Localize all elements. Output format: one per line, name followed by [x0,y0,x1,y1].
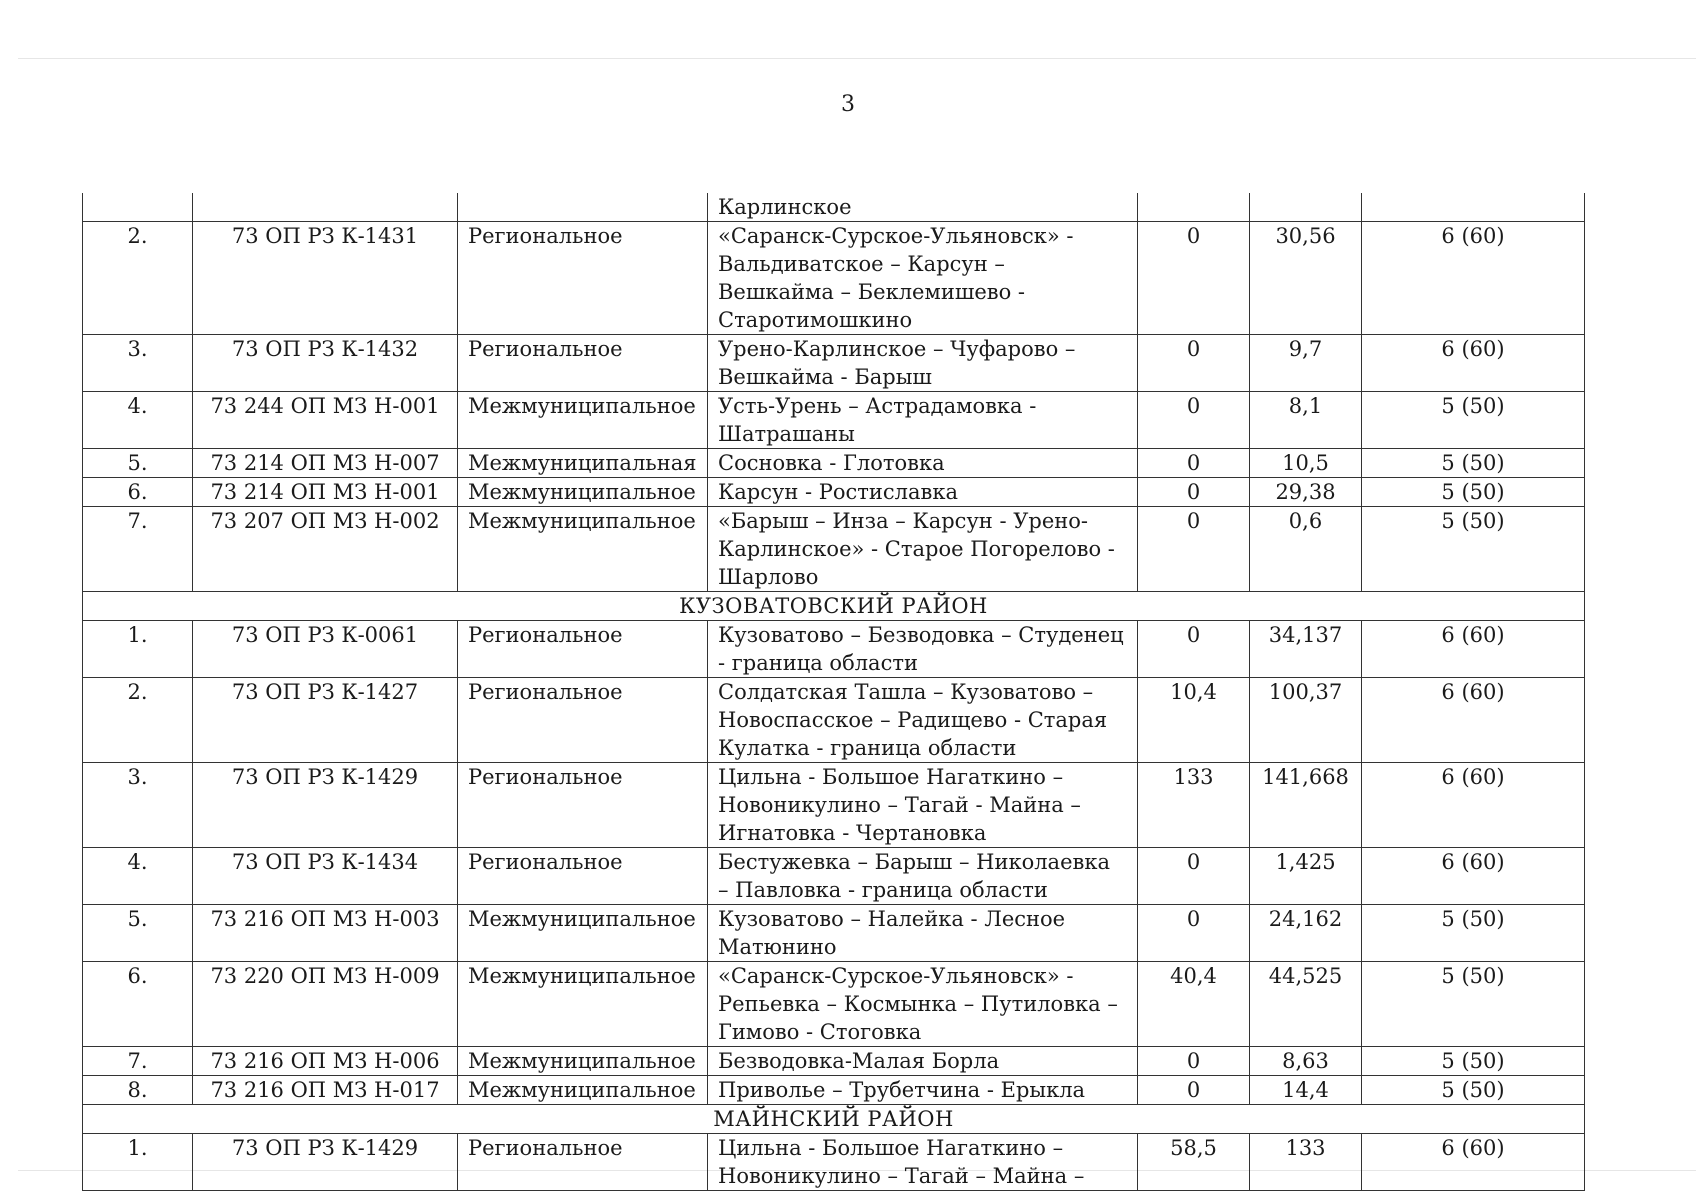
scan-edge-top [18,58,1696,59]
table-row [83,392,1585,449]
table-row [83,335,1585,392]
table-row [83,193,1585,222]
road-significance-cell: Межмуниципальное [458,1076,708,1105]
category-cell: 5 (50) [1362,507,1585,592]
road-name-cell: Кузоватово – Налейка - Лесное Матюнино [708,905,1138,962]
road-name-cell: Карсун - Ростиславка [708,478,1138,507]
road-name-cell: «Саранск-Сурское-Ульяновск» - Вальдиватское – Карсун – Вешкайма – Беклемишево - Старотимошкино [708,222,1138,335]
row-number: 3. [83,763,193,848]
table-row [83,1076,1585,1105]
row-number: 7. [83,1047,193,1076]
category-cell: 6 (60) [1362,1134,1585,1191]
road-name-cell: Бестужевка – Барыш – Николаевка – Павловка - граница области [708,848,1138,905]
category-cell: 5 (50) [1362,962,1585,1047]
road-id-cell: 73 ОП РЗ К-1429 [193,1134,458,1191]
table-body-kuzovatovsky [83,621,1585,1105]
km-start-cell: 0 [1138,621,1250,678]
table-row [83,222,1585,335]
road-name-cell: Кузоватово – Безводовка – Студенец - граница области [708,621,1138,678]
road-id-cell: 73 ОП РЗ К-1427 [193,678,458,763]
row-number: 4. [83,392,193,449]
road-name-cell: Сосновка - Глотовка [708,449,1138,478]
road-significance-cell: Региональное [458,1134,708,1191]
km-end-cell: 44,525 [1250,962,1362,1047]
km-start-cell: 10,4 [1138,678,1250,763]
road-name-cell: Цильна - Большое Нагаткино – Новоникулино – Тагай - Майна – Игнатовка - Чертановка [708,763,1138,848]
km-end-cell: 100,37 [1250,678,1362,763]
road-id-cell: 73 216 ОП МЗ Н-017 [193,1076,458,1105]
row-number [83,193,193,222]
road-name-cell: Приволье – Трубетчина - Ерыкла [708,1076,1138,1105]
section-heading: КУЗОВАТОВСКИЙ РАЙОН [83,592,1585,621]
row-number: 5. [83,449,193,478]
section-heading: МАЙНСКИЙ РАЙОН [83,1105,1585,1134]
table-body-mainsky [83,1134,1585,1191]
km-end-cell: 141,668 [1250,763,1362,848]
page-number: 3 [841,92,855,117]
road-id-cell: 73 216 ОП МЗ Н-003 [193,905,458,962]
category-cell: 5 (50) [1362,449,1585,478]
road-significance-cell: Межмуниципальное [458,507,708,592]
road-significance-cell: Межмуниципальное [458,478,708,507]
road-id-cell: 73 ОП РЗ К-1431 [193,222,458,335]
road-significance-cell: Региональное [458,763,708,848]
km-start-cell: 58,5 [1138,1134,1250,1191]
road-id-cell: 73 244 ОП МЗ Н-001 [193,392,458,449]
km-start-cell: 0 [1138,848,1250,905]
km-end-cell: 133 [1250,1134,1362,1191]
km-start-cell: 0 [1138,478,1250,507]
road-significance-cell [458,193,708,222]
road-significance-cell: Региональное [458,678,708,763]
road-significance-cell: Межмуниципальное [458,905,708,962]
section-mainsky [83,1105,1585,1134]
km-start-cell: 0 [1138,1047,1250,1076]
table-row [83,507,1585,592]
category-cell: 5 (50) [1362,1047,1585,1076]
section-kuzovatovsky [83,592,1585,621]
km-end-cell: 0,6 [1250,507,1362,592]
km-start-cell: 0 [1138,449,1250,478]
table-row [83,449,1585,478]
category-cell: 6 (60) [1362,621,1585,678]
table-body-continued [83,193,1585,592]
km-end-cell: 8,1 [1250,392,1362,449]
road-name-cell: Карлинское [708,193,1138,222]
km-end-cell: 8,63 [1250,1047,1362,1076]
row-number: 4. [83,848,193,905]
km-end-cell: 10,5 [1250,449,1362,478]
category-cell: 5 (50) [1362,392,1585,449]
category-cell: 6 (60) [1362,763,1585,848]
km-start-cell: 133 [1138,763,1250,848]
road-name-cell: «Барыш – Инза – Карсун - Урено-Карлинское» - Старое Погорелово - Шарлово [708,507,1138,592]
row-number: 2. [83,678,193,763]
km-start-cell: 0 [1138,905,1250,962]
table-row [83,848,1585,905]
table-row [83,1134,1585,1191]
category-cell: 5 (50) [1362,1076,1585,1105]
row-number: 2. [83,222,193,335]
road-significance-cell: Межмуниципальное [458,962,708,1047]
km-end-cell: 34,137 [1250,621,1362,678]
road-id-cell: 73 ОП РЗ К-0061 [193,621,458,678]
category-cell: 6 (60) [1362,222,1585,335]
row-number: 3. [83,335,193,392]
km-end-cell: 29,38 [1250,478,1362,507]
road-name-cell: Солдатская Ташла – Кузоватово – Новоспасское – Радищево - Старая Кулатка - граница области [708,678,1138,763]
table-row [83,1047,1585,1076]
table-row [83,478,1585,507]
km-end-cell: 14,4 [1250,1076,1362,1105]
row-number: 8. [83,1076,193,1105]
road-name-cell: Безводовка-Малая Борла [708,1047,1138,1076]
road-name-cell: «Саранск-Сурское-Ульяновск» - Репьевка – Космынка – Путиловка – Гимово - Стоговка [708,962,1138,1047]
row-number: 7. [83,507,193,592]
road-significance-cell: Межмуниципальное [458,1047,708,1076]
roads-table [82,193,1585,1191]
road-id-cell: 73 214 ОП МЗ Н-007 [193,449,458,478]
road-significance-cell: Региональное [458,621,708,678]
km-start-cell: 0 [1138,392,1250,449]
table-row [83,621,1585,678]
km-end-cell: 24,162 [1250,905,1362,962]
km-end-cell [1250,193,1362,222]
category-cell [1362,193,1585,222]
road-id-cell: 73 ОП РЗ К-1432 [193,335,458,392]
road-significance-cell: Региональное [458,335,708,392]
km-start-cell: 0 [1138,1076,1250,1105]
road-id-cell: 73 207 ОП МЗ Н-002 [193,507,458,592]
road-significance-cell: Межмуниципальное [458,392,708,449]
road-significance-cell: Межмуниципальная [458,449,708,478]
road-significance-cell: Региональное [458,848,708,905]
row-number: 1. [83,1134,193,1191]
row-number: 6. [83,478,193,507]
road-name-cell: Цильна - Большое Нагаткино – Новоникулино – Тагай – Майна – [708,1134,1138,1191]
road-id-cell: 73 216 ОП МЗ Н-006 [193,1047,458,1076]
km-end-cell: 30,56 [1250,222,1362,335]
km-start-cell: 0 [1138,507,1250,592]
km-start-cell: 0 [1138,335,1250,392]
road-id-cell: 73 214 ОП МЗ Н-001 [193,478,458,507]
category-cell: 5 (50) [1362,905,1585,962]
table-row [83,962,1585,1047]
row-number: 5. [83,905,193,962]
road-significance-cell: Региональное [458,222,708,335]
category-cell: 6 (60) [1362,848,1585,905]
road-id-cell: 73 220 ОП МЗ Н-009 [193,962,458,1047]
km-end-cell: 1,425 [1250,848,1362,905]
road-name-cell: Урено-Карлинское – Чуфарово – Вешкайма - Барыш [708,335,1138,392]
category-cell: 6 (60) [1362,335,1585,392]
road-id-cell [193,193,458,222]
km-start-cell: 0 [1138,222,1250,335]
km-start-cell [1138,193,1250,222]
road-name-cell: Усть-Урень – Астрадамовка - Шатрашаны [708,392,1138,449]
road-id-cell: 73 ОП РЗ К-1429 [193,763,458,848]
row-number: 1. [83,621,193,678]
category-cell: 5 (50) [1362,478,1585,507]
km-start-cell: 40,4 [1138,962,1250,1047]
km-end-cell: 9,7 [1250,335,1362,392]
road-id-cell: 73 ОП РЗ К-1434 [193,848,458,905]
table-row [83,678,1585,763]
table-row [83,763,1585,848]
row-number: 6. [83,962,193,1047]
table-row [83,905,1585,962]
category-cell: 6 (60) [1362,678,1585,763]
